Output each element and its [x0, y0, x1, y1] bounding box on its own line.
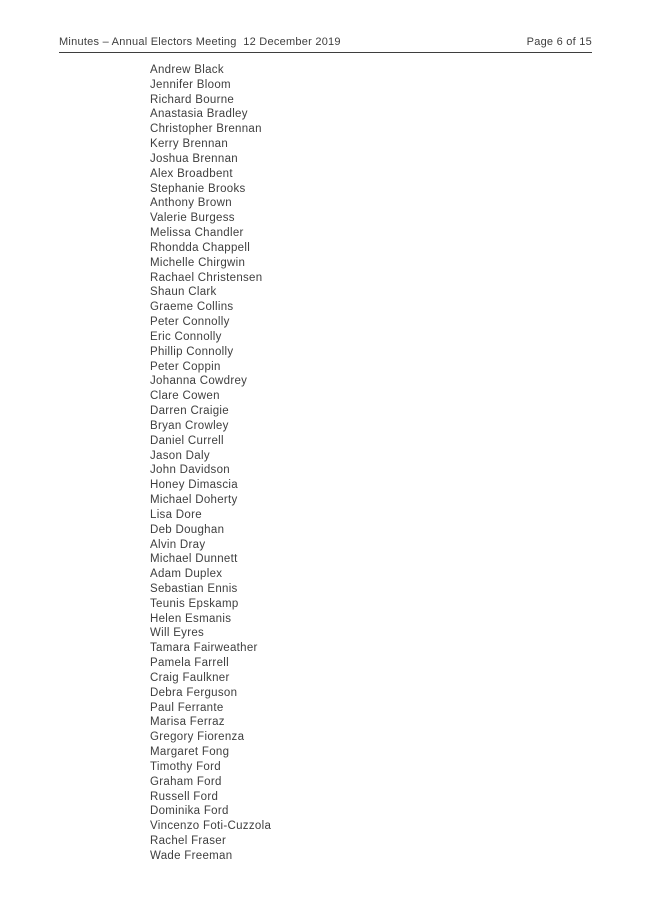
attendee-name: Adam Duplex	[150, 568, 223, 581]
attendee-name: Peter Connolly	[150, 316, 230, 329]
attendee-list	[150, 63, 490, 864]
attendee-name: Dominika Ford	[150, 805, 229, 818]
attendee-name: John Davidson	[150, 464, 230, 477]
attendee-name: Anthony Brown	[150, 197, 232, 210]
attendee-name: Michelle Chirgwin	[150, 256, 246, 269]
attendee-name: Margaret Fong	[150, 746, 230, 759]
attendee-name: Sebastian Ennis	[150, 582, 238, 595]
attendee-name: Pamela Farrell	[150, 657, 229, 670]
page-header	[59, 36, 592, 53]
attendee-name: Deb Doughan	[150, 523, 225, 536]
attendee-name: Joshua Brennan	[150, 152, 238, 165]
attendee-name: Clare Cowen	[150, 390, 220, 403]
page-number: Page 6 of 15	[526, 36, 592, 48]
attendee-name: Paul Ferrante	[150, 701, 224, 714]
attendee-name: Rachel Fraser	[150, 835, 227, 848]
attendee-name: Rachael Christensen	[150, 271, 263, 284]
attendee-name: Darren Craigie	[150, 405, 229, 418]
attendee-name: Michael Dunnett	[150, 553, 238, 566]
attendee-name: Richard Bourne	[150, 93, 235, 106]
attendee-name: Christopher Brennan	[150, 123, 262, 136]
attendee-name: Wade Freeman	[150, 849, 233, 862]
attendee-name: Kerry Brennan	[150, 138, 229, 151]
attendee-name: Johanna Cowdrey	[150, 375, 248, 388]
attendee-name: Gregory Fiorenza	[150, 731, 245, 744]
attendee-name: Stephanie Brooks	[150, 182, 246, 195]
attendee-name: Helen Esmanis	[150, 612, 232, 625]
attendee-name: Shaun Clark	[150, 286, 217, 299]
attendee-name: Timothy Ford	[150, 760, 221, 773]
attendee-name: Graeme Collins	[150, 301, 234, 314]
attendee-name: Will Eyres	[150, 627, 205, 640]
attendee-name: Russell Ford	[150, 790, 219, 803]
attendee-name: Melissa Chandler	[150, 227, 244, 240]
attendee-name: Michael Doherty	[150, 494, 238, 507]
attendee-name: Debra Ferguson	[150, 686, 238, 699]
header-title: Minutes – Annual Electors Meeting 12 December 2019	[59, 36, 341, 48]
attendee-name: Rhondda Chappell	[150, 241, 251, 254]
attendee-name: Jason Daly	[150, 449, 210, 462]
attendee-name: Bryan Crowley	[150, 419, 229, 432]
attendee-name: Lisa Dore	[150, 508, 202, 521]
attendee-name: Alex Broadbent	[150, 167, 233, 180]
attendee-name: Anastasia Bradley	[150, 108, 248, 121]
attendee-name: Jennifer Bloom	[150, 78, 231, 91]
attendee-name: Daniel Currell	[150, 434, 224, 447]
attendee-name: Peter Coppin	[150, 360, 221, 373]
attendee-name: Alvin Dray	[150, 538, 206, 551]
attendee-name: Phillip Connolly	[150, 345, 234, 358]
attendee-name: Marisa Ferraz	[150, 716, 225, 729]
attendee-name: Tamara Fairweather	[150, 642, 258, 655]
attendee-name: Craig Faulkner	[150, 671, 230, 684]
attendee-name: Andrew Black	[150, 64, 224, 76]
attendee-name: Teunis Epskamp	[150, 597, 239, 610]
attendee-name: Valerie Burgess	[150, 212, 235, 225]
attendee-name: Honey Dimascia	[150, 479, 238, 492]
attendee-name: Eric Connolly	[150, 330, 222, 343]
attendee-name: Vincenzo Foti-Cuzzola	[150, 820, 272, 833]
attendee-name: Graham Ford	[150, 775, 222, 788]
